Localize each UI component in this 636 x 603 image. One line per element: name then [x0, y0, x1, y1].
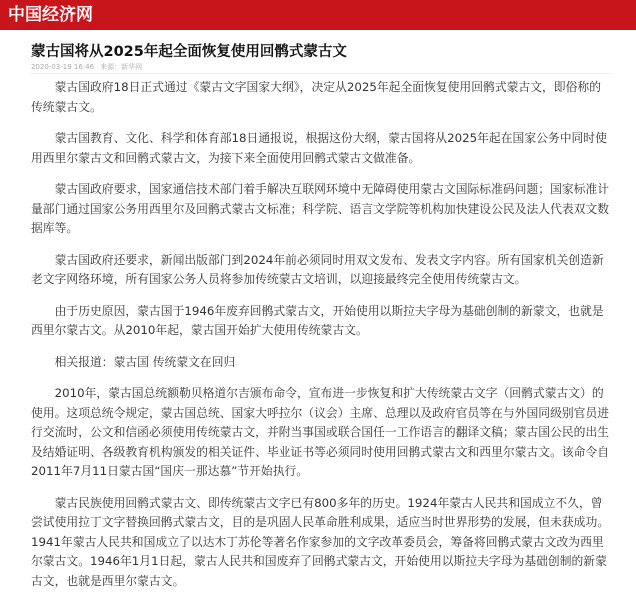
article-paragraph: 蒙古国政府还要求，新闻出版部门到2024年前必须同时用双文发布、发表文字内容。所有国家机关创造新老文字网络环境，所有国家公务人员将参加传统蒙古文培训，以迎接最终完全使用传统蒙古文。: [31, 252, 604, 286]
article-paragraph: 蒙古国政府18日正式通过《蒙古文字国家大纲》，决定从2025年起全面恢复使用回鹘式蒙古文，即俗称的传统蒙古文。: [31, 80, 601, 114]
site-logo[interactable]: 中国经济网: [8, 5, 93, 25]
article-paragraph: 2010年，蒙古国总统额勒贝格道尔吉颁布命令，宣布进一步恢复和扩大传统蒙古文字（回鹘式蒙古文）的使用。这项总统令规定，蒙古国总统、国家大呼拉尔（议会）主席、总理以及政府官员等在与外国同级别官员进行交流时，公文和信函必须使用传统蒙古文，并附当事国或联合国任一工作语言的翻译文稿；蒙古国公民的出生及结婚证明、各级教育机构颁发的相关证件、毕业证书等必须同时使用回鹘式蒙古文和西里尔蒙古文。该命令自2011年7月11日蒙古国“国庆一那达慕”节开始执行。: [31, 386, 610, 478]
article-paragraph: 蒙古国政府要求，国家通信技术部门着手解决互联网环境中无障碍使用蒙古文国际标准码问题；国家标准计量部门通过国家公务用西里尔及回鹘式蒙古文标准；科学院、语言文学院等机构加快建设公民及法人代表双文数据库等。: [31, 182, 610, 235]
title-divider: [31, 73, 611, 74]
source-name[interactable]: 新华网: [121, 63, 143, 71]
publish-date: 2020-03-19 16:46: [31, 63, 95, 71]
article-title: 蒙古国将从2025年起全面恢复使用回鹘式蒙古文: [31, 44, 347, 60]
article-meta: [31, 63, 148, 72]
article-paragraph: 由于历史原因，蒙古国于1946年废弃回鹘式蒙古文，开始使用以斯拉夫字母为基础创制的新蒙文，也就是西里尔蒙古文。从2010年起，蒙古国开始扩大使用传统蒙古文。: [31, 303, 604, 337]
related-report-link[interactable]: 相关报道：蒙古国 传统蒙文在回归: [54, 354, 236, 369]
source-label: 来源：: [100, 63, 122, 71]
article-paragraph: 蒙古国教育、文化、科学和体育部18日通报说，根据这份大纲，蒙古国将从2025年起在国家公务中同时使用西里尔蒙古文和回鹘式蒙古文，为接下来全面使用回鹘式蒙古文做准备。: [31, 131, 607, 165]
article-body: [31, 78, 611, 603]
site-header: [0, 0, 636, 30]
article-paragraph: 蒙古民族使用回鹘式蒙古文、即传统蒙古文字已有800多年的历史。1924年蒙古人民共和国成立不久，曾尝试使用拉丁文字替换回鹘式蒙古文，目的是巩固人民革命胜利成果，适应当时世界形势的发展，但未获成功。1941年蒙古人民共和国成立了以达木丁苏伦等著名作家参加的文字改革委员会，筹备将回鹘式蒙古文改为西里尔蒙古文。1946年1月1日起，蒙古人民共和国废弃了回鹘式蒙古文，开始使用以斯拉夫字母为基础创制的新蒙古文，也就是西里尔蒙古文。: [31, 495, 610, 588]
